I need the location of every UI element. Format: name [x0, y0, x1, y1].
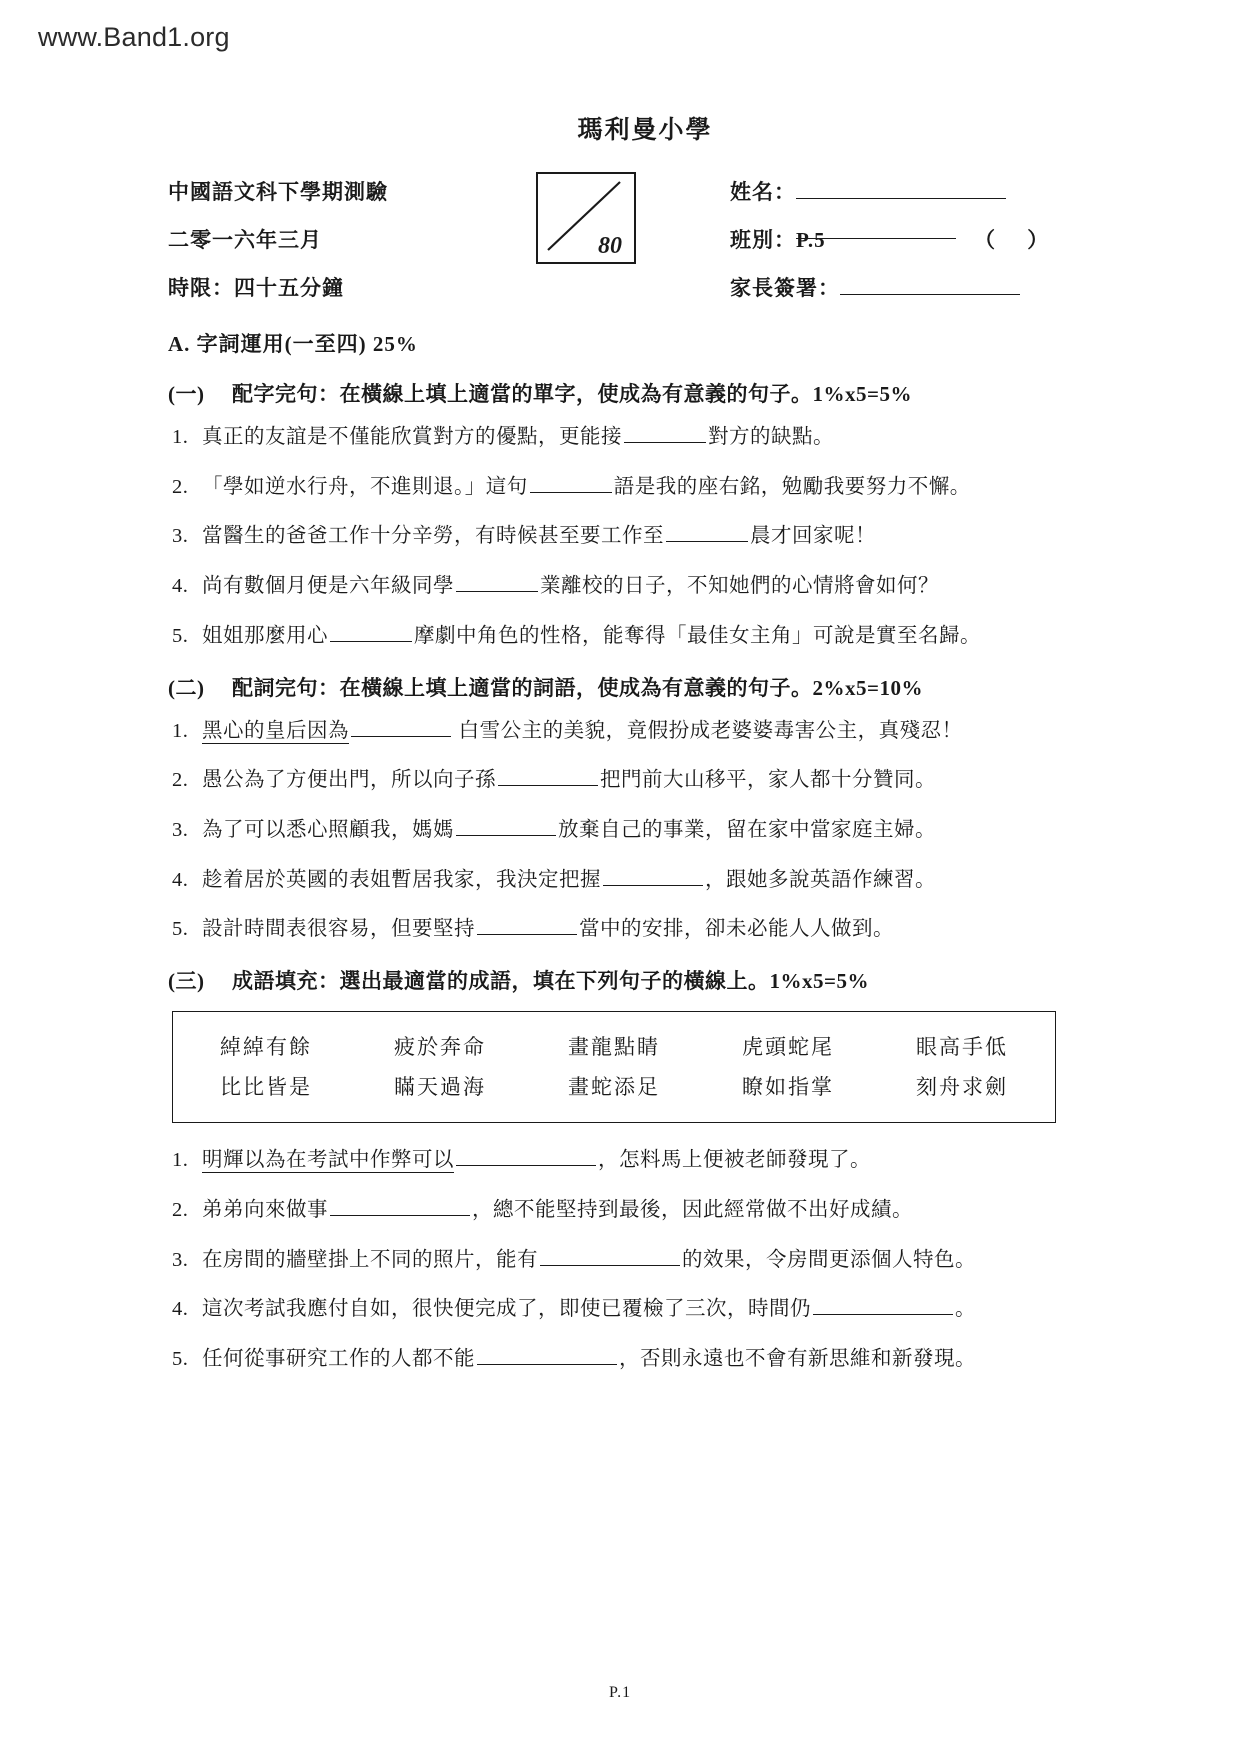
question-text-post: 晨才回家呢！	[750, 525, 876, 548]
idiom-row-1	[179, 1026, 1049, 1066]
answer-blank[interactable]	[456, 815, 556, 836]
question-text-pre: 弟弟向來做事	[202, 1198, 328, 1221]
answer-blank[interactable]	[477, 914, 577, 935]
list-item	[172, 716, 1110, 747]
question-text-pre: 設計時間表很容易，但要堅持	[202, 918, 475, 941]
exam-duration: 時限：四十五分鐘	[168, 276, 344, 300]
list-item	[172, 1195, 1110, 1226]
question-text-pre: 「學如逆水行舟，不進則退。」這句	[202, 475, 528, 498]
answer-blank[interactable]	[666, 521, 748, 542]
idiom-option: 綽綽有餘	[220, 1035, 312, 1060]
idiom-word-bank	[172, 1011, 1056, 1123]
exam-meta-right	[730, 168, 1049, 312]
question-text-post: ，否則永遠也不會有新思維和新發現。	[619, 1348, 976, 1371]
item-number: 2.	[172, 475, 189, 498]
item-number: 5.	[172, 1348, 189, 1371]
question-text-pre: 姐姐那麼用心	[202, 624, 328, 647]
part-3-title	[168, 965, 1110, 995]
question-text-post: 。	[955, 1298, 976, 1321]
name-input-line[interactable]	[796, 176, 1006, 199]
list-item	[172, 621, 1110, 652]
parent-signature-label: 家長簽署：	[730, 276, 840, 300]
part-3-label: (三)	[168, 969, 205, 994]
question-text-pre: 黑心的皇后因為	[202, 719, 349, 742]
question-text-post: ，總不能堅持到最後，因此經常做不出好成績。	[472, 1198, 913, 1221]
site-watermark: www.Band1.org	[38, 22, 230, 52]
item-number: 5.	[172, 624, 189, 647]
score-box	[536, 172, 636, 264]
question-text-pre: 為了可以悉心照顧我，媽媽	[202, 819, 454, 842]
question-text-post: 對方的缺點。	[708, 426, 834, 448]
part-1-title	[168, 378, 1110, 408]
class-number-parens[interactable]: （ ）	[974, 228, 1050, 252]
item-number: 4.	[172, 575, 189, 598]
question-text-post: 業離校的日子，不知她們的心情將會如何？	[540, 575, 939, 598]
answer-blank[interactable]	[624, 422, 706, 443]
part-2-label: (二)	[168, 675, 205, 700]
question-text-pre: 尚有數個月便是六年級同學	[202, 575, 454, 598]
list-item	[172, 865, 1110, 896]
answer-blank[interactable]	[477, 1344, 617, 1365]
class-value: P.5	[796, 228, 826, 252]
idiom-option: 畫蛇添足	[568, 1075, 660, 1100]
answer-blank[interactable]	[603, 865, 703, 886]
question-text-pre: 這次考試我應付自如，很快便完成了，即使已覆檢了三次，時間仍	[202, 1298, 811, 1321]
question-text-pre: 真正的友誼是不僅能欣賞對方的優點，更能接	[202, 426, 622, 448]
school-name: 瑪利曼小學	[577, 117, 713, 144]
item-number: 2.	[172, 769, 189, 792]
question-text-pre: 明輝以為在考試中作弊可以	[202, 1149, 454, 1172]
question-text-pre: 任何從事研究工作的人都不能	[202, 1348, 475, 1371]
class-input-line[interactable]	[796, 216, 956, 252]
question-text-post: 當中的安排，卻未必能人人做到。	[579, 918, 894, 941]
idiom-option: 畫龍點睛	[568, 1035, 660, 1060]
question-text-post: ，跟她多說英語作練習。	[705, 868, 936, 891]
exam-subject: 中國語文科下學期測驗	[168, 180, 388, 204]
question-text-post: 把門前大山移平，家人都十分贊同。	[600, 769, 936, 792]
item-number: 1.	[172, 1149, 189, 1172]
question-text-post: 放棄自己的事業，留在家中當家庭主婦。	[558, 819, 936, 842]
idiom-option: 虎頭蛇尾	[742, 1035, 834, 1060]
class-field-row	[730, 216, 1049, 264]
list-item	[172, 1344, 1110, 1375]
item-number: 3.	[172, 1248, 189, 1271]
idiom-option: 疲於奔命	[394, 1035, 486, 1060]
answer-blank[interactable]	[813, 1294, 953, 1315]
part-1-questions	[172, 422, 1110, 652]
list-item	[172, 765, 1110, 796]
part-3-questions	[172, 1145, 1110, 1375]
item-number: 2.	[172, 1198, 189, 1221]
section-a-title: A. 字詞運用(一至四) 25%	[168, 332, 418, 356]
list-item	[172, 422, 1110, 453]
list-item	[172, 1145, 1110, 1176]
list-item	[172, 571, 1110, 602]
list-item	[172, 815, 1110, 846]
idiom-option: 瞭如指掌	[742, 1075, 834, 1100]
item-number: 4.	[172, 1298, 189, 1321]
question-text-post: 白雪公主的美貌，竟假扮成老婆婆毒害公主，真殘忍！	[453, 719, 963, 742]
item-number: 4.	[172, 868, 189, 891]
answer-blank[interactable]	[351, 716, 451, 737]
part-3-heading: 成語填充：選出最適當的成語，填在下列句子的橫線上。1%x5=5%	[232, 969, 869, 994]
part-1-label: (一)	[168, 382, 205, 406]
part-1-heading: 配字完句：在橫線上填上適當的單字，使成為有意義的句子。1%x5=5%	[232, 382, 912, 406]
question-text-pre: 愚公為了方便出門，所以向子孫	[202, 769, 496, 792]
idiom-row-2	[179, 1066, 1049, 1106]
part-2-title	[168, 672, 1110, 702]
idiom-option: 瞞天過海	[394, 1075, 486, 1100]
answer-blank[interactable]	[456, 1145, 596, 1166]
name-field-row	[730, 168, 1049, 216]
list-item	[172, 472, 1110, 503]
idiom-option: 眼高手低	[916, 1035, 1008, 1060]
exam-meta-left	[168, 168, 388, 312]
class-label: 班別：	[730, 228, 796, 252]
question-text-post: 語是我的座右銘，勉勵我要努力不懈。	[613, 475, 971, 498]
list-item	[172, 521, 1110, 552]
score-total: 80	[598, 233, 622, 259]
document-body	[150, 110, 1110, 1394]
part-2-questions	[172, 716, 1110, 946]
question-text-post: 摩劇中角色的性格，能奪得「最佳女主角」可說是實至名歸。	[414, 624, 981, 647]
answer-blank[interactable]	[540, 1245, 680, 1266]
idiom-option: 比比皆是	[220, 1075, 312, 1100]
idiom-option: 刻舟求劍	[916, 1075, 1008, 1100]
name-label: 姓名：	[730, 180, 796, 204]
item-number: 5.	[172, 918, 189, 941]
answer-blank[interactable]	[456, 571, 538, 592]
exam-date: 二零一六年三月	[168, 228, 322, 252]
answer-blank[interactable]	[498, 765, 598, 786]
list-item	[172, 1245, 1110, 1276]
answer-blank[interactable]	[330, 621, 412, 642]
parent-signature-line[interactable]	[840, 272, 1020, 295]
list-item	[172, 914, 1110, 945]
parent-signature-row	[730, 264, 1049, 312]
list-item	[172, 1294, 1110, 1325]
question-text-post: 的效果，令房間更添個人特色。	[682, 1248, 976, 1271]
question-text-pre: 趁着居於英國的表姐暫居我家，我決定把握	[202, 868, 601, 891]
item-number: 1.	[172, 719, 189, 742]
answer-blank[interactable]	[530, 472, 612, 493]
part-2-heading: 配詞完句：在橫線上填上適當的詞語，使成為有意義的句子。2%x5=10%	[232, 675, 923, 700]
page-number: P.1	[608, 1684, 632, 1701]
question-text-pre: 當醫生的爸爸工作十分辛勞，有時候甚至要工作至	[202, 525, 664, 548]
answer-blank[interactable]	[330, 1195, 470, 1216]
exam-header	[150, 162, 1110, 302]
question-text-post: ，怎料馬上便被老師發現了。	[598, 1149, 871, 1172]
question-text-pre: 在房間的牆壁掛上不同的照片，能有	[202, 1248, 538, 1271]
item-number: 1.	[172, 426, 189, 448]
item-number: 3.	[172, 819, 189, 842]
item-number: 3.	[172, 525, 189, 548]
